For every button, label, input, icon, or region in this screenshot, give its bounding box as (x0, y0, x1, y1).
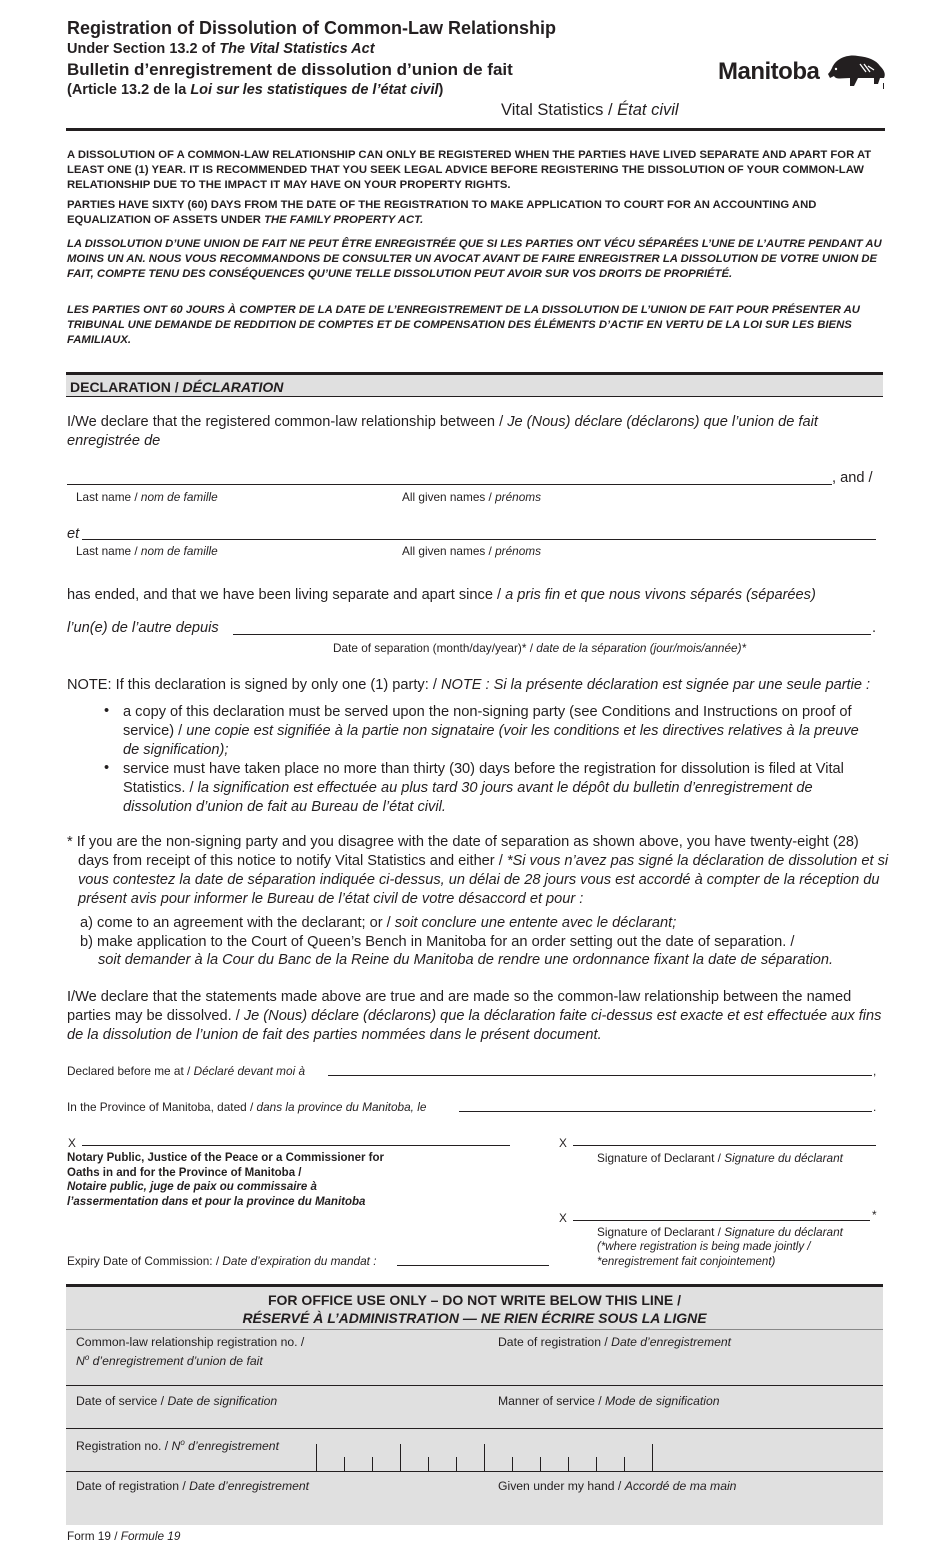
party2-name-field[interactable] (82, 539, 876, 540)
option-b-fr: soit demander à la Cour du Banc de la Reine du Manitoba de rendre une ordonnance fixant la date de séparation. (98, 952, 834, 968)
logo-mark (883, 83, 884, 89)
and-label: , and / (832, 470, 873, 486)
joint-registration-note: (*where registration is being made jointly / *enregistrement fait conjointement) (597, 1241, 811, 1268)
clr-registration-no-label: Common-law relationship registration no. / $N^o$ d’enregistrement d’union de fait (76, 1335, 305, 1369)
expiry-date-field[interactable] (397, 1265, 549, 1266)
declared-at-label: Declared before me at / Déclaré devant moi à (67, 1064, 306, 1078)
non-signing-party-notice: * If you are the non-signing party and you disagree with the date of separation as shown above, you have twenty-eight (28) days from receipt of this notice to notify Vital Statistics and either / *Si vous n’avez pas signé la déclaration de dissolution et si vous contestez la date de séparation indiquée ci-dessus, un délai de 28 jours vous est accordé à compter de la réception du présent avis pour informer le Bureau de l’état civil de votre désaccord et pour : (67, 834, 889, 907)
office-use-section (66, 1284, 883, 1525)
bullet-dot-2: • (104, 760, 110, 776)
warning-en-1: A DISSOLUTION OF A COMMON-LAW RELATIONSHIP CAN ONLY BE REGISTERED WHEN THE PARTIES HAVE LIVED SEPARATE AND APART FOR AT LEAST ONE (1) YEAR. IT IS RECOMMENDED THAT YOU SEEK LEGAL ADVICE BEFORE REGISTERING THE DISSOLUTION OF YOUR COMMON-LAW RELATIONSHIP DUE TO THE IMPACT IT MAY HAVE ON YOUR PROPERTY RIGHTS. (67, 149, 872, 191)
department-name: Vital Statistics / État civil (501, 101, 679, 119)
registration-no-boxes[interactable] (316, 1444, 656, 1471)
form-title-en: Registration of Dissolution of Common-Law Relationship (67, 18, 556, 38)
form-title-fr: Bulletin d’enregistrement de dissolution d’union de fait (67, 60, 513, 79)
province-dated-label: In the Province of Manitoba, dated / dans la province du Manitoba, le (67, 1100, 427, 1114)
separation-date-field[interactable] (233, 634, 871, 635)
notary-label-fr: Notaire public, juge de paix ou commissaire à l’assermentation dans et pour la province du Manitoba (67, 1181, 366, 1208)
declarant2-signature-field[interactable] (573, 1220, 870, 1221)
manitoba-logo (718, 50, 888, 94)
notary-signature-field[interactable] (82, 1145, 510, 1146)
office-divider-4 (66, 1471, 883, 1472)
office-heading-fr: RÉSERVÉ À L’ADMINISTRATION — NE RIEN ÉCRIRE SOUS LA LIGNE (242, 1310, 707, 1326)
logo-wordmark: Manitoba (718, 58, 820, 85)
declared-at-comma: , (873, 1064, 877, 1078)
header-rule (66, 128, 885, 131)
office-heading-en: FOR OFFICE USE ONLY – DO NOT WRITE BELOW THIS LINE / (267, 1292, 682, 1308)
option-a: a) come to an agreement with the declarant; or / soit conclure une entente avec le déclarant; (80, 915, 677, 931)
separation-period: . (872, 620, 877, 636)
option-b: b) make application to the Court of Queen’s Bench in Manitoba for an order setting out the date of separation. / (80, 934, 795, 950)
note-bullet-1: a copy of this declaration must be served upon the non-signing party (see Conditions and Instructions on proof of service) / une copie est signifiée à la partie non signataire (voir les conditions et les directives relatives à la preuve de signification); (123, 704, 859, 758)
office-divider-3 (66, 1428, 883, 1429)
form-number: Form 19 / Formule 19 (67, 1529, 181, 1543)
separation-date-label: Date of separation (month/day/year)* / date de la séparation (jour/mois/année)* (333, 641, 747, 655)
et-label: et (67, 526, 80, 542)
office-divider-1 (66, 1329, 883, 1330)
warning-fr-1: LA DISSOLUTION D’UNE UNION DE FAIT NE PEUT ÊTRE ENREGISTRÉE QUE SI LES PARTIES ONT VÉCU SÉPARÉES L’UNE DE L’AUTRE PENDANT AU MOINS UN AN. NOUS VOUS RECOMMANDONS DE CONSULTER UN AVOCAT AVANT DE FAIRE ENREGISTRER LA DISSOLUTION DE VOTRE UNION DE FAIT, COMPTE TENU DES CONSÉQUENCES QU’UNE TELLE DISSOLUTION PEUT AVOIR SUR VOS DROITS DE PROPRIÉTÉ. (67, 238, 882, 280)
registration-no-label: Registration no. / $N^o$ d’enregistrement (76, 1438, 279, 1454)
declarant2-asterisk: * (872, 1208, 877, 1222)
party2-given-names-label: All given names / prénoms (402, 544, 542, 558)
form-subtitle-fr: (Article 13.2 de la Loi sur les statistiques de l’état civil) (67, 82, 444, 98)
party2-last-name-label: Last name / nom de famille (76, 544, 218, 558)
declaration-heading: DECLARATION / DÉCLARATION (66, 372, 883, 397)
notary-label-en: Notary Public, Justice of the Peace or a Commissioner for Oaths in and for the Province of Manitoba / (67, 1152, 384, 1179)
date-of-registration-2-label: Date of registration / Date d’enregistrement (76, 1479, 310, 1493)
province-dated-field[interactable] (459, 1111, 872, 1112)
province-dated-period: . (873, 1100, 877, 1114)
party1-last-name-label: Last name / nom de famille (76, 490, 218, 504)
declarant2-x-mark: X (559, 1211, 567, 1225)
warning-en-2: PARTIES HAVE SIXTY (60) DAYS FROM THE DATE OF THE REGISTRATION TO MAKE APPLICATION TO COURT FOR AN ACCOUNTING AND EQUALIZATION OF ASSETS UNDER THE FAMILY PROPERTY ACT. (67, 199, 817, 226)
note-heading: NOTE: If this declaration is signed by only one (1) party: / NOTE : Si la présente déclaration est signée par une seule partie : (67, 677, 871, 693)
form-subtitle-en: Under Section 13.2 of The Vital Statistics Act (67, 41, 375, 57)
closing-declaration: I/We declare that the statements made above are true and are made so the common-law relationship between the named parties may be dissolved. / Je (Nous) déclare (déclarons) que la déclaration faite ci-dessus est exacte et est effectuée aux fins de la dissolution de l’union de fait des parties nommées dans le présent document. (67, 989, 882, 1043)
note-bullet-2: service must have taken place no more than thirty (30) days before the registration for dissolution is filed at Vital Statistics. / la signification est effectuée au plus tard 30 jours avant le dépôt du bulletin d’enregistrement de dissolution d’union de fait au Bureau de l’état civil. (123, 761, 844, 815)
party1-name-field[interactable] (67, 484, 832, 485)
party1-given-names-label: All given names / prénoms (402, 490, 542, 504)
declarant1-x-mark: X (559, 1136, 567, 1150)
bison-icon (828, 52, 888, 90)
date-of-service-label: Date of service / Date de signification (76, 1394, 278, 1408)
warning-fr-2: LES PARTIES ONT 60 JOURS À COMPTER DE LA DATE DE L’ENREGISTREMENT DE LA DISSOLUTION DE L’UNION DE FAIT POUR PRÉSENTER AU TRIBUNAL UNE DEMANDE DE REDDITION DE COMPTES ET DE COMPENSATION DES ÉLÉMENTS D’ACTIF EN VERTU DE LA LOI SUR LES BIENS FAMILIAUX. (67, 304, 860, 346)
declared-at-field[interactable] (328, 1075, 872, 1076)
bullet-dot-1: • (104, 703, 110, 719)
date-of-registration-label: Date of registration / Date d’enregistrement (498, 1335, 732, 1349)
manner-of-service-label: Manner of service / Mode de signification (498, 1394, 720, 1408)
declaration-intro: I/We declare that the registered common-law relationship between / Je (Nous) déclare (déclarons) que l’union de fait enregistrée de (67, 414, 818, 449)
expiry-date-label: Expiry Date of Commission: / Date d’expiration du mandat : (67, 1254, 377, 1268)
declarant2-signature-label: Signature of Declarant / Signature du déclarant (597, 1225, 843, 1239)
notary-x-mark: X (68, 1136, 76, 1150)
office-divider-2 (66, 1385, 883, 1386)
given-under-hand-label: Given under my hand / Accordé de ma main (498, 1479, 737, 1493)
declarant1-signature-field[interactable] (573, 1145, 876, 1146)
declarant1-signature-label: Signature of Declarant / Signature du déclarant (597, 1151, 843, 1165)
depuis-label: l’un(e) de l’autre depuis (67, 620, 219, 636)
ended-statement: has ended, and that we have been living separate and apart since / a pris fin et que nous vivons séparés (séparées) (67, 587, 816, 603)
